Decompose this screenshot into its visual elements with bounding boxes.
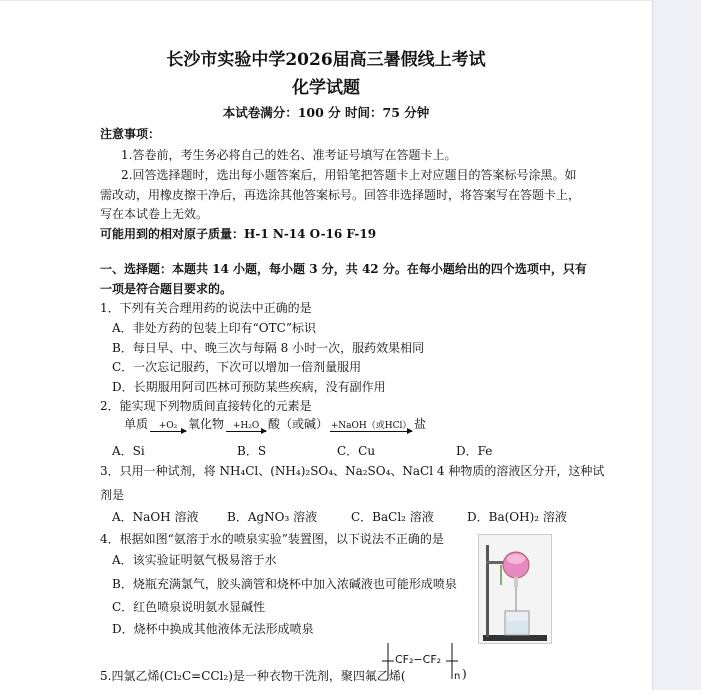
section1-heading-line1: 一、选择题：本题共 14 小题，每小题 3 分，共 42 分。在每小题给出的四个选项中，只有 [100, 262, 587, 276]
ptfe-structure [382, 641, 462, 685]
viewer-side-panel [652, 0, 701, 690]
notice-item-2-line1: 2.回答选择题时，选出每小题答案后，用铅笔把答题卡上对应题目的答案标号涂黑。如 [121, 168, 577, 182]
notice-heading: 注意事项： [100, 127, 161, 141]
q1-stem: 1．下列有关合理用药的说法中正确的是 [100, 301, 312, 315]
q1-option-a: A．非处方药的包装上印有“OTC”标识 [112, 321, 316, 335]
q3-option-d: D．Ba(OH)₂ 溶液 [467, 510, 567, 524]
q2-stem: 2．能实现下列物质间直接转化的元素是 [100, 399, 312, 413]
q4-option-c: C．红色喷泉说明氨水显碱性 [112, 600, 266, 614]
arrow-icon [330, 431, 412, 432]
chain-arrow-1 [150, 421, 186, 432]
q5-stem [100, 667, 406, 684]
chain-reagent-2: +H₂O [232, 421, 260, 431]
q3-option-c: C．BaCl₂ 溶液 [351, 510, 434, 524]
q2-option-c: C．Cu [337, 444, 376, 458]
ptfe-repeat-unit: CF₂−CF₂ [395, 653, 442, 666]
notice-item-2-line2: 需改动，用橡皮擦干净后，再选涂其他答案标号。回答非选择题时，将答案写在答题卡上， [100, 188, 581, 202]
atomic-mass-line: 可能用到的相对原子质量：H-1 N-14 O-16 F-19 [100, 227, 377, 241]
exam-meta: 本试卷满分：100 分 时间：75 分钟 [222, 105, 430, 120]
q4-option-a: A．该实验证明氨气极易溶于水 [112, 553, 277, 567]
chain-substance-4: 盐 [414, 417, 427, 431]
q5-stem-text: 5.四氯乙烯(Cl₂C=CCl₂)是一种衣物干洗剂，聚四氟乙烯( [100, 669, 406, 683]
page-top-border [0, 0, 652, 1]
q4-option-d: D．烧杯中换成其他液体无法形成喷泉 [112, 622, 314, 636]
chain-substance-2: 氧化物 [188, 417, 225, 431]
exam-subject: 化学试题 [292, 78, 360, 98]
fountain-experiment-image [478, 534, 552, 644]
notice-item-2-line3: 写在本试卷上无效。 [100, 207, 209, 221]
chain-substance-3: 酸（或碱） [268, 417, 329, 431]
chain-arrow-2 [226, 421, 266, 432]
q1-option-d: D．长期服用阿司匹林可预防某些疾病，没有副作用 [112, 380, 386, 394]
q2-option-a: A．Si [112, 444, 145, 458]
q3-stem-line2: 剂是 [100, 488, 125, 502]
q2-conversion-chain [124, 415, 426, 432]
q3-option-b: B．AgNO₃ 溶液 [227, 510, 318, 524]
chain-arrow-3 [330, 421, 412, 432]
q5-stem-end: ) [462, 667, 467, 681]
q4-option-b: B．烧瓶充满氯气，胶头滴管和烧杯中加入浓碱液也可能形成喷泉 [112, 577, 457, 591]
q1-option-c: C．一次忘记服药，下次可以增加一倍剂量服用 [112, 360, 362, 374]
chain-reagent-1: +O₂ [158, 421, 178, 431]
q3-option-a: A．NaOH 溶液 [112, 510, 199, 524]
q3-stem-line1: 3．只用一种试剂，将 NH₄Cl、(NH₄)₂SO₄、Na₂SO₄、NaCl 4 种物质的溶液区分开，这种试 [100, 464, 605, 478]
exam-title: 长沙市实验中学2026届高三暑假线上考试 [166, 50, 486, 70]
q1-option-b: B．每日早、中、晚三次与每隔 8 小时一次，服药效果相同 [112, 341, 425, 355]
section1-heading-line2: 一项是符合题目要求的。 [100, 282, 233, 296]
chain-reagent-3: +NaOH（或HCl） [330, 421, 412, 431]
chain-substance-1: 单质 [124, 417, 149, 431]
ptfe-subscript-n: n [454, 671, 461, 682]
q4-stem: 4．根据如图“氨溶于水的喷泉实验”装置图，以下说法不正确的是 [100, 532, 444, 546]
q2-option-d: D．Fe [456, 444, 493, 458]
arrow-icon [150, 431, 186, 432]
notice-item-1: 1.答卷前，考生务必将自己的姓名、准考证号填写在答题卡上。 [121, 148, 457, 162]
arrow-icon [226, 431, 266, 432]
q2-option-b: B．S [237, 444, 267, 458]
